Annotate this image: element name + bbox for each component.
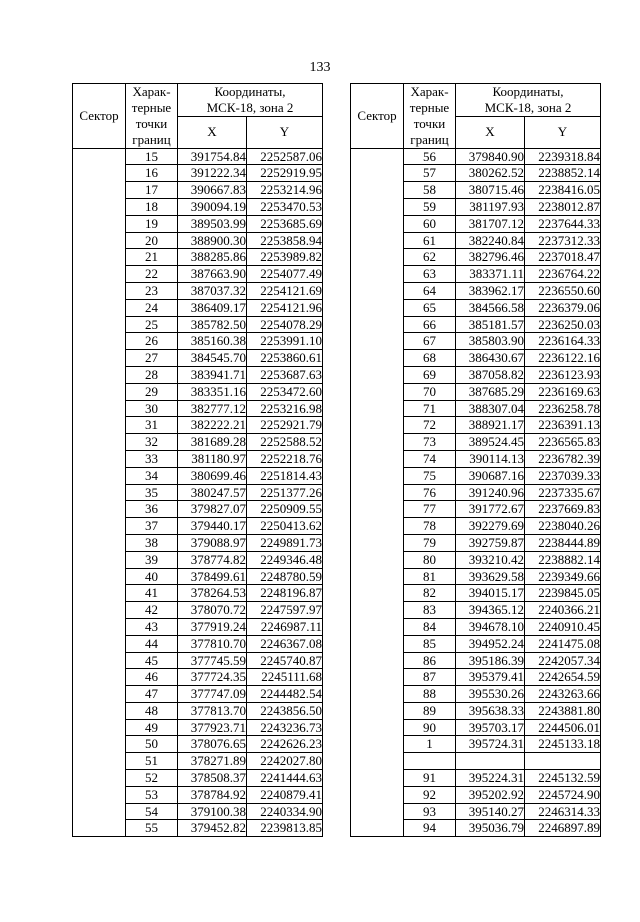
y-coordinate-cell: 2236250.03 — [525, 316, 601, 333]
y-coordinate-cell: 2238040.26 — [525, 518, 601, 535]
y-coordinate-cell: 2253216.98 — [247, 400, 323, 417]
header-sector: Сектор — [351, 84, 404, 149]
x-coordinate-cell: 383962.17 — [456, 282, 525, 299]
point-number-cell: 59 — [404, 198, 456, 215]
y-coordinate-cell: 2253860.61 — [247, 350, 323, 367]
y-coordinate-cell: 2238852.14 — [525, 165, 601, 182]
x-coordinate-cell: 384566.58 — [456, 299, 525, 316]
x-coordinate-cell: 391754.84 — [178, 148, 247, 165]
point-number-cell: 54 — [126, 803, 178, 820]
y-coordinate-cell: 2242027.80 — [247, 753, 323, 770]
point-number-cell: 23 — [126, 282, 178, 299]
y-coordinate-cell: 2251377.26 — [247, 484, 323, 501]
page-number: 133 — [309, 60, 331, 75]
point-number-cell: 37 — [126, 518, 178, 535]
point-number-cell: 83 — [404, 602, 456, 619]
point-number-cell: 61 — [404, 232, 456, 249]
y-coordinate-cell: 2236379.06 — [525, 299, 601, 316]
point-number-cell: 66 — [404, 316, 456, 333]
point-number-cell: 15 — [126, 148, 178, 165]
x-coordinate-cell: 378271.89 — [178, 753, 247, 770]
x-coordinate-cell: 379440.17 — [178, 518, 247, 535]
x-coordinate-cell: 394015.17 — [456, 585, 525, 602]
y-coordinate-cell: 2240366.21 — [525, 602, 601, 619]
point-number-cell: 41 — [126, 585, 178, 602]
x-coordinate-cell: 388900.30 — [178, 232, 247, 249]
y-coordinate-cell: 2253214.96 — [247, 182, 323, 199]
point-number-cell: 38 — [126, 534, 178, 551]
y-coordinate-cell: 2236782.39 — [525, 450, 601, 467]
x-coordinate-cell: 382796.46 — [456, 249, 525, 266]
point-number-cell: 49 — [126, 719, 178, 736]
y-coordinate-cell: 2236550.60 — [525, 282, 601, 299]
x-coordinate-cell: 395140.27 — [456, 803, 525, 820]
x-coordinate-cell: 379452.82 — [178, 820, 247, 837]
point-number-cell: 47 — [126, 686, 178, 703]
x-coordinate-cell: 385160.38 — [178, 333, 247, 350]
x-coordinate-cell: 390094.19 — [178, 198, 247, 215]
y-coordinate-cell: 2252919.95 — [247, 165, 323, 182]
point-number-cell: 71 — [404, 400, 456, 417]
y-coordinate-cell: 2240879.41 — [247, 786, 323, 803]
y-coordinate-cell: 2250909.55 — [247, 501, 323, 518]
y-coordinate-cell: 2237312.33 — [525, 232, 601, 249]
y-coordinate-cell: 2243856.50 — [247, 702, 323, 719]
header-characteristic-points: Харак- терные точки границ — [404, 84, 456, 149]
y-coordinate-cell: 2236565.83 — [525, 434, 601, 451]
point-number-cell: 30 — [126, 400, 178, 417]
point-number-cell: 36 — [126, 501, 178, 518]
x-coordinate-cell: 387058.82 — [456, 366, 525, 383]
x-coordinate-cell: 377747.09 — [178, 686, 247, 703]
coordinates-table-left — [72, 83, 323, 837]
point-number-cell — [404, 753, 456, 770]
point-number-cell: 69 — [404, 366, 456, 383]
point-number-cell: 65 — [404, 299, 456, 316]
y-coordinate-cell: 2236123.93 — [525, 366, 601, 383]
x-coordinate-cell: 378774.82 — [178, 551, 247, 568]
y-coordinate-cell: 2253858.94 — [247, 232, 323, 249]
header-x: X — [178, 116, 247, 148]
x-coordinate-cell: 378070.72 — [178, 602, 247, 619]
point-number-cell: 40 — [126, 568, 178, 585]
y-coordinate-cell: 2253470.53 — [247, 198, 323, 215]
point-number-cell: 39 — [126, 551, 178, 568]
x-coordinate-cell: 387685.29 — [456, 383, 525, 400]
y-coordinate-cell: 2239318.84 — [525, 148, 601, 165]
point-number-cell: 45 — [126, 652, 178, 669]
y-coordinate-cell: 2237039.33 — [525, 467, 601, 484]
point-number-cell: 29 — [126, 383, 178, 400]
x-coordinate-cell: 390667.83 — [178, 182, 247, 199]
x-coordinate-cell: 395379.41 — [456, 669, 525, 686]
point-number-cell: 16 — [126, 165, 178, 182]
x-coordinate-cell: 379088.97 — [178, 534, 247, 551]
x-coordinate-cell: 377724.35 — [178, 669, 247, 686]
point-number-cell: 62 — [404, 249, 456, 266]
point-number-cell: 24 — [126, 299, 178, 316]
y-coordinate-cell: 2252218.76 — [247, 450, 323, 467]
x-coordinate-cell: 390114.13 — [456, 450, 525, 467]
x-coordinate-cell: 381689.28 — [178, 434, 247, 451]
point-number-cell: 56 — [404, 148, 456, 165]
y-coordinate-cell: 2237644.33 — [525, 215, 601, 232]
y-coordinate-cell: 2237335.67 — [525, 484, 601, 501]
header-x: X — [456, 116, 525, 148]
x-coordinate-cell: 382222.21 — [178, 417, 247, 434]
x-coordinate-cell: 377745.59 — [178, 652, 247, 669]
x-coordinate-cell: 395530.26 — [456, 686, 525, 703]
point-number-cell: 44 — [126, 635, 178, 652]
point-number-cell: 32 — [126, 434, 178, 451]
point-number-cell: 46 — [126, 669, 178, 686]
x-coordinate-cell: 389524.45 — [456, 434, 525, 451]
y-coordinate-cell: 2252587.06 — [247, 148, 323, 165]
x-coordinate-cell: 383351.16 — [178, 383, 247, 400]
x-coordinate-cell: 394952.24 — [456, 635, 525, 652]
x-coordinate-cell: 386409.17 — [178, 299, 247, 316]
y-coordinate-cell: 2252921.79 — [247, 417, 323, 434]
x-coordinate-cell: 392759.87 — [456, 534, 525, 551]
point-number-cell: 33 — [126, 450, 178, 467]
header-coordinates: Координаты, МСК-18, зона 2 — [178, 84, 323, 117]
point-number-cell: 84 — [404, 618, 456, 635]
x-coordinate-cell: 382240.84 — [456, 232, 525, 249]
point-number-cell: 43 — [126, 618, 178, 635]
x-coordinate-cell: 395724.31 — [456, 736, 525, 753]
point-number-cell: 26 — [126, 333, 178, 350]
point-number-cell: 72 — [404, 417, 456, 434]
y-coordinate-cell: 2236164.33 — [525, 333, 601, 350]
y-coordinate-cell: 2245740.87 — [247, 652, 323, 669]
point-number-cell: 58 — [404, 182, 456, 199]
point-number-cell: 63 — [404, 266, 456, 283]
y-coordinate-cell: 2246897.89 — [525, 820, 601, 837]
y-coordinate-cell: 2243236.73 — [247, 719, 323, 736]
point-number-cell: 28 — [126, 366, 178, 383]
point-number-cell: 81 — [404, 568, 456, 585]
y-coordinate-cell: 2245724.90 — [525, 786, 601, 803]
y-coordinate-cell: 2248196.87 — [247, 585, 323, 602]
point-number-cell: 94 — [404, 820, 456, 837]
point-number-cell: 64 — [404, 282, 456, 299]
y-coordinate-cell: 2237018.47 — [525, 249, 601, 266]
point-number-cell: 27 — [126, 350, 178, 367]
y-coordinate-cell: 2254121.69 — [247, 282, 323, 299]
point-number-cell: 17 — [126, 182, 178, 199]
x-coordinate-cell: 395186.39 — [456, 652, 525, 669]
point-number-cell: 75 — [404, 467, 456, 484]
x-coordinate-cell: 377923.71 — [178, 719, 247, 736]
x-coordinate-cell: 392279.69 — [456, 518, 525, 535]
y-coordinate-cell: 2239349.66 — [525, 568, 601, 585]
x-coordinate-cell: 390687.16 — [456, 467, 525, 484]
x-coordinate-cell: 377810.70 — [178, 635, 247, 652]
x-coordinate-cell: 393629.58 — [456, 568, 525, 585]
point-number-cell: 70 — [404, 383, 456, 400]
header-y: Y — [247, 116, 323, 148]
y-coordinate-cell: 2243881.80 — [525, 702, 601, 719]
x-coordinate-cell: 380715.46 — [456, 182, 525, 199]
x-coordinate-cell: 382777.12 — [178, 400, 247, 417]
x-coordinate-cell: 388921.17 — [456, 417, 525, 434]
header-y: Y — [525, 116, 601, 148]
x-coordinate-cell: 394678.10 — [456, 618, 525, 635]
point-number-cell: 42 — [126, 602, 178, 619]
x-coordinate-cell: 385782.50 — [178, 316, 247, 333]
x-coordinate-cell: 384545.70 — [178, 350, 247, 367]
x-coordinate-cell: 389503.99 — [178, 215, 247, 232]
x-coordinate-cell: 394365.12 — [456, 602, 525, 619]
x-coordinate-cell: 383941.71 — [178, 366, 247, 383]
point-number-cell: 87 — [404, 669, 456, 686]
y-coordinate-cell: 2254078.29 — [247, 316, 323, 333]
y-coordinate-cell: 2240334.90 — [247, 803, 323, 820]
y-coordinate-cell: 2240910.45 — [525, 618, 601, 635]
x-coordinate-cell: 391222.34 — [178, 165, 247, 182]
sector-cell — [351, 148, 404, 837]
y-coordinate-cell: 2236764.22 — [525, 266, 601, 283]
point-number-cell: 50 — [126, 736, 178, 753]
y-coordinate-cell: 2253472.60 — [247, 383, 323, 400]
y-coordinate-cell: 2253991.10 — [247, 333, 323, 350]
point-number-cell: 86 — [404, 652, 456, 669]
point-number-cell: 55 — [126, 820, 178, 837]
y-coordinate-cell: 2243263.66 — [525, 686, 601, 703]
table-row — [73, 148, 323, 165]
point-number-cell: 51 — [126, 753, 178, 770]
x-coordinate-cell: 378076.65 — [178, 736, 247, 753]
point-number-cell: 52 — [126, 770, 178, 787]
x-coordinate-cell: 379100.38 — [178, 803, 247, 820]
y-coordinate-cell: 2244482.54 — [247, 686, 323, 703]
y-coordinate-cell: 2238012.87 — [525, 198, 601, 215]
x-coordinate-cell: 395638.33 — [456, 702, 525, 719]
point-number-cell: 90 — [404, 719, 456, 736]
y-coordinate-cell: 2254121.96 — [247, 299, 323, 316]
point-number-cell: 91 — [404, 770, 456, 787]
y-coordinate-cell: 2254077.49 — [247, 266, 323, 283]
y-coordinate-cell: 2236391.13 — [525, 417, 601, 434]
x-coordinate-cell: 386430.67 — [456, 350, 525, 367]
point-number-cell: 80 — [404, 551, 456, 568]
x-coordinate-cell: 383371.11 — [456, 266, 525, 283]
point-number-cell: 19 — [126, 215, 178, 232]
y-coordinate-cell: 2236258.78 — [525, 400, 601, 417]
point-number-cell: 18 — [126, 198, 178, 215]
point-number-cell: 34 — [126, 467, 178, 484]
x-coordinate-cell: 377919.24 — [178, 618, 247, 635]
point-number-cell: 68 — [404, 350, 456, 367]
point-number-cell: 93 — [404, 803, 456, 820]
x-coordinate-cell: 380699.46 — [178, 467, 247, 484]
x-coordinate-cell: 395036.79 — [456, 820, 525, 837]
y-coordinate-cell: 2241444.63 — [247, 770, 323, 787]
x-coordinate-cell: 378499.61 — [178, 568, 247, 585]
x-coordinate-cell: 391772.67 — [456, 501, 525, 518]
point-number-cell: 48 — [126, 702, 178, 719]
x-coordinate-cell: 385803.90 — [456, 333, 525, 350]
point-number-cell: 60 — [404, 215, 456, 232]
y-coordinate-cell: 2253685.69 — [247, 215, 323, 232]
x-coordinate-cell: 379840.90 — [456, 148, 525, 165]
x-coordinate-cell: 377813.70 — [178, 702, 247, 719]
y-coordinate-cell: 2245133.18 — [525, 736, 601, 753]
y-coordinate-cell — [525, 753, 601, 770]
point-number-cell: 35 — [126, 484, 178, 501]
y-coordinate-cell: 2246987.11 — [247, 618, 323, 635]
y-coordinate-cell: 2239813.85 — [247, 820, 323, 837]
x-coordinate-cell: 379827.07 — [178, 501, 247, 518]
y-coordinate-cell: 2246367.08 — [247, 635, 323, 652]
header-sector: Сектор — [73, 84, 126, 149]
point-number-cell: 76 — [404, 484, 456, 501]
y-coordinate-cell: 2242057.34 — [525, 652, 601, 669]
point-number-cell: 21 — [126, 249, 178, 266]
header-coordinates: Координаты, МСК-18, зона 2 — [456, 84, 601, 117]
x-coordinate-cell: 381707.12 — [456, 215, 525, 232]
x-coordinate-cell — [456, 753, 525, 770]
y-coordinate-cell: 2238444.89 — [525, 534, 601, 551]
point-number-cell: 25 — [126, 316, 178, 333]
y-coordinate-cell: 2245111.68 — [247, 669, 323, 686]
x-coordinate-cell: 395202.92 — [456, 786, 525, 803]
y-coordinate-cell: 2252588.52 — [247, 434, 323, 451]
point-number-cell: 85 — [404, 635, 456, 652]
point-number-cell: 88 — [404, 686, 456, 703]
x-coordinate-cell: 395224.31 — [456, 770, 525, 787]
point-number-cell: 79 — [404, 534, 456, 551]
y-coordinate-cell: 2249891.73 — [247, 534, 323, 551]
y-coordinate-cell: 2237669.83 — [525, 501, 601, 518]
x-coordinate-cell: 385181.57 — [456, 316, 525, 333]
x-coordinate-cell: 381180.97 — [178, 450, 247, 467]
point-number-cell: 73 — [404, 434, 456, 451]
y-coordinate-cell: 2251814.43 — [247, 467, 323, 484]
x-coordinate-cell: 378264.53 — [178, 585, 247, 602]
y-coordinate-cell: 2238416.05 — [525, 182, 601, 199]
sector-cell — [73, 148, 126, 837]
y-coordinate-cell: 2248780.59 — [247, 568, 323, 585]
y-coordinate-cell: 2244506.01 — [525, 719, 601, 736]
y-coordinate-cell: 2242654.59 — [525, 669, 601, 686]
y-coordinate-cell: 2250413.62 — [247, 518, 323, 535]
point-number-cell: 53 — [126, 786, 178, 803]
x-coordinate-cell: 388307.04 — [456, 400, 525, 417]
x-coordinate-cell: 378784.92 — [178, 786, 247, 803]
point-number-cell: 1 — [404, 736, 456, 753]
x-coordinate-cell: 395703.17 — [456, 719, 525, 736]
y-coordinate-cell: 2253687.63 — [247, 366, 323, 383]
x-coordinate-cell: 387663.90 — [178, 266, 247, 283]
y-coordinate-cell: 2242626.23 — [247, 736, 323, 753]
y-coordinate-cell: 2241475.08 — [525, 635, 601, 652]
x-coordinate-cell: 393210.42 — [456, 551, 525, 568]
point-number-cell: 22 — [126, 266, 178, 283]
x-coordinate-cell: 388285.86 — [178, 249, 247, 266]
x-coordinate-cell: 380247.57 — [178, 484, 247, 501]
x-coordinate-cell: 380262.52 — [456, 165, 525, 182]
y-coordinate-cell: 2236122.16 — [525, 350, 601, 367]
point-number-cell: 77 — [404, 501, 456, 518]
point-number-cell: 57 — [404, 165, 456, 182]
point-number-cell: 78 — [404, 518, 456, 535]
point-number-cell: 82 — [404, 585, 456, 602]
y-coordinate-cell: 2249346.48 — [247, 551, 323, 568]
y-coordinate-cell: 2247597.97 — [247, 602, 323, 619]
table-row — [351, 148, 601, 165]
y-coordinate-cell: 2253989.82 — [247, 249, 323, 266]
point-number-cell: 92 — [404, 786, 456, 803]
coordinates-table-right — [350, 83, 601, 837]
y-coordinate-cell: 2246314.33 — [525, 803, 601, 820]
x-coordinate-cell: 391240.96 — [456, 484, 525, 501]
x-coordinate-cell: 378508.37 — [178, 770, 247, 787]
point-number-cell: 67 — [404, 333, 456, 350]
point-number-cell: 31 — [126, 417, 178, 434]
point-number-cell: 20 — [126, 232, 178, 249]
x-coordinate-cell: 387037.32 — [178, 282, 247, 299]
point-number-cell: 89 — [404, 702, 456, 719]
point-number-cell: 74 — [404, 450, 456, 467]
y-coordinate-cell: 2236169.63 — [525, 383, 601, 400]
y-coordinate-cell: 2238882.14 — [525, 551, 601, 568]
y-coordinate-cell: 2245132.59 — [525, 770, 601, 787]
header-characteristic-points: Харак- терные точки границ — [126, 84, 178, 149]
x-coordinate-cell: 381197.93 — [456, 198, 525, 215]
y-coordinate-cell: 2239845.05 — [525, 585, 601, 602]
